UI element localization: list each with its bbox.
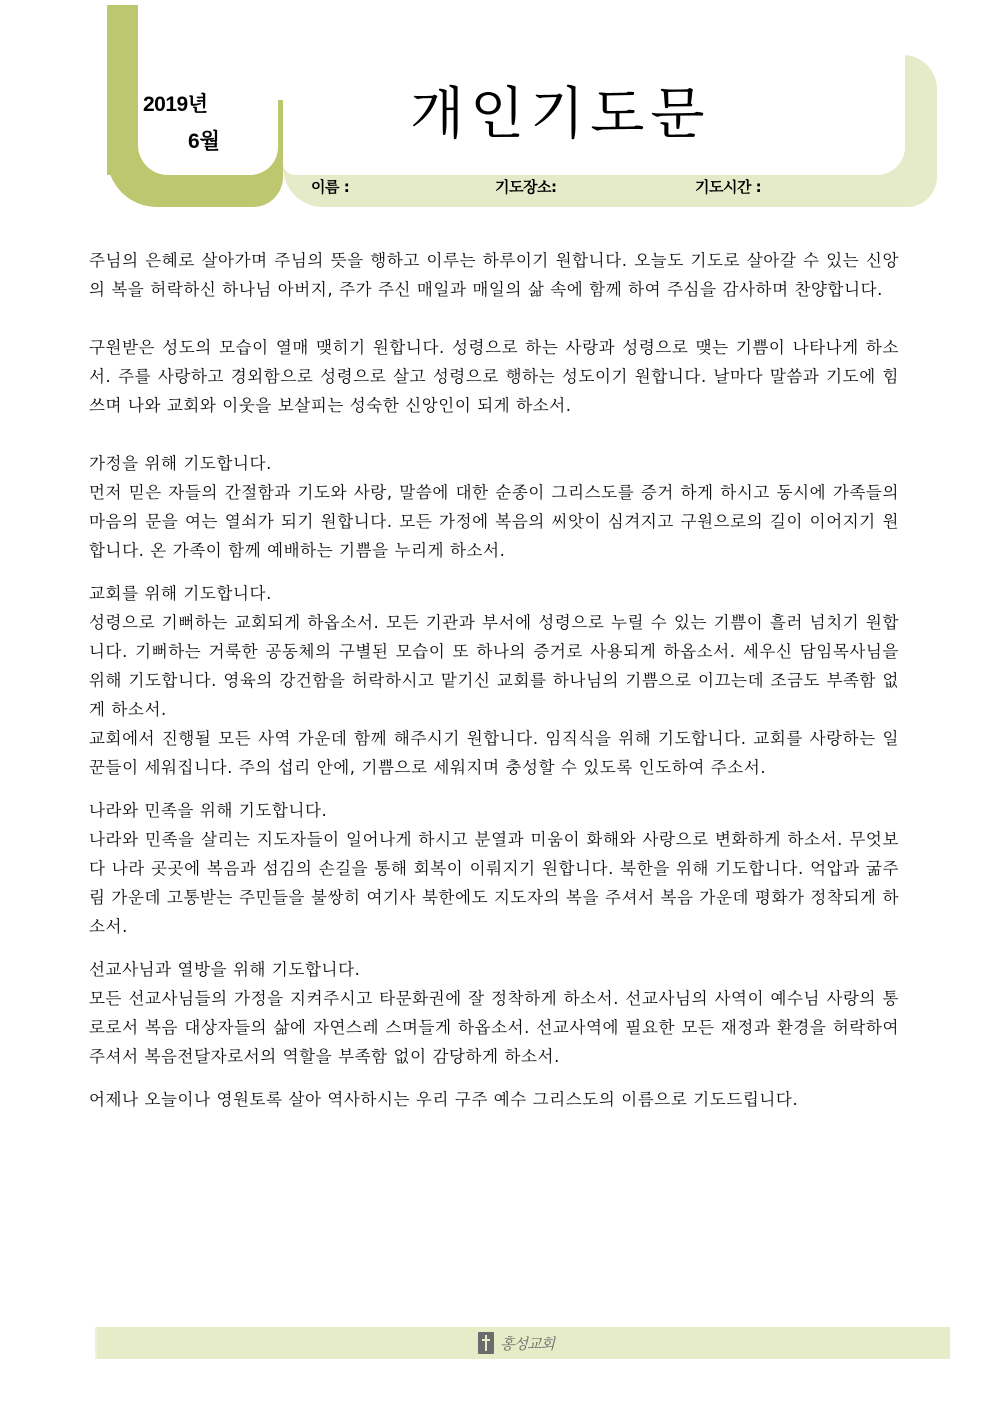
name-field-label: 이름 : [311, 178, 350, 196]
header-dark-frame-bar [107, 5, 138, 175]
mission-paragraph: 모든 선교사님들의 가정을 지켜주시고 타문화권에 잘 정착하게 하소서. 선교사님의 사역이 예수님 사랑의 통로로서 복음 대상자들의 삶에 자연스레 스며들게 하옵소서. 선교사역에 필요한 모든 재정과 환경을 허락하여 주셔서 복음전달자로서의 역할을 부족함 없이 감당하게 하소서. [89, 989, 899, 1066]
cross-icon [478, 1332, 494, 1354]
prayer-place-field-label: 기도장소: [495, 178, 557, 196]
page-title: 개인기도문 [410, 82, 711, 147]
nation-heading: 나라와 민족을 위해 기도합니다. [89, 801, 328, 820]
church-paragraph-2: 교회에서 진행될 모든 사역 가운데 함께 해주시기 원합니다. 임직식을 위해 기도합니다. 교회를 사랑하는 일꾼들이 세워집니다. 주의 섭리 안에, 기쁨으로 세워지며 충성할 수 있도록 인도하여 주소서. [89, 729, 899, 777]
prayer-time-field-label: 기도시간 : [695, 178, 762, 196]
saints-paragraph: 구원받은 성도의 모습이 열매 맺히기 원합니다. 성령으로 하는 사랑과 성령으로 맺는 기쁨이 나타나게 하소서. 주를 사랑하고 경외함으로 성령으로 살고 성령으로 행하는 성도이기 원합니다. 날마다 말씀과 기도에 힘쓰며 나와 교회와 이웃을 보살피는 성숙한 신앙인이 되게 하소서. [89, 338, 899, 415]
church-paragraph-1: 성령으로 기뻐하는 교회되게 하옵소서. 모든 기관과 부서에 성령으로 누릴 수 있는 기쁨이 흘러 넘치기 원합니다. 기뻐하는 거룩한 공동체의 구별된 모습이 또 하나의 증거로 사용되게 하옵소서. 세우신 담임목사님을 위해 기도합니다. 영육의 강건함을 허락하시고 맡기신 교회를 하나님의 기쁨으로 이끄는데 조금도 부족함 없게 하소서. [89, 613, 899, 719]
family-paragraph: 먼저 믿은 자들의 간절함과 기도와 사랑, 말씀에 대한 순종이 그리스도를 증거 하게 하시고 동시에 가족들의 마음의 문을 여는 열쇠가 되기 원합니다. 모든 가정에 복음의 씨앗이 심겨지고 구원으로의 길이 이어지기 원합니다. 온 가족이 함께 예배하는 기쁨을 누리게 하소서. [89, 483, 899, 560]
family-heading: 가정을 위해 기도합니다. [89, 454, 272, 473]
church-logo [478, 1331, 554, 1355]
nation-paragraph: 나라와 민족을 살리는 지도자들이 일어나게 하시고 분열과 미움이 화해와 사랑으로 변화하게 하소서. 무엇보다 나라 곳곳에 복음과 섬김의 손길을 통해 회복이 이뤄지기 원합니다. 북한을 위해 기도합니다. 억압과 굶주림 가운데 고통받는 주민들을 불쌍히 여기사 북한에도 지도자의 복을 주셔서 복음 가운데 평화가 정착되게 하소서. [89, 830, 899, 936]
header-month: 6월 [188, 130, 220, 153]
church-heading: 교회를 위해 기도합니다. [89, 584, 272, 603]
church-name: 홍성교회 [500, 1334, 554, 1353]
intro-paragraph: 주님의 은혜로 살아가며 주님의 뜻을 행하고 이루는 하루이기 원합니다. 오늘도 기도로 살아갈 수 있는 신앙의 복을 허락하신 하나님 아버지, 주가 주신 매일과 매일의 삶 속에 함께 하여 주심을 감사하며 찬양합니다. [89, 251, 899, 299]
prayer-body [89, 246, 899, 1114]
header-year: 2019년 [143, 93, 208, 116]
mission-heading: 선교사님과 열방을 위해 기도합니다. [89, 960, 361, 979]
closing-paragraph: 어제나 오늘이나 영원토록 살아 역사하시는 우리 구주 예수 그리스도의 이름으로 기도드립니다. [89, 1090, 799, 1109]
